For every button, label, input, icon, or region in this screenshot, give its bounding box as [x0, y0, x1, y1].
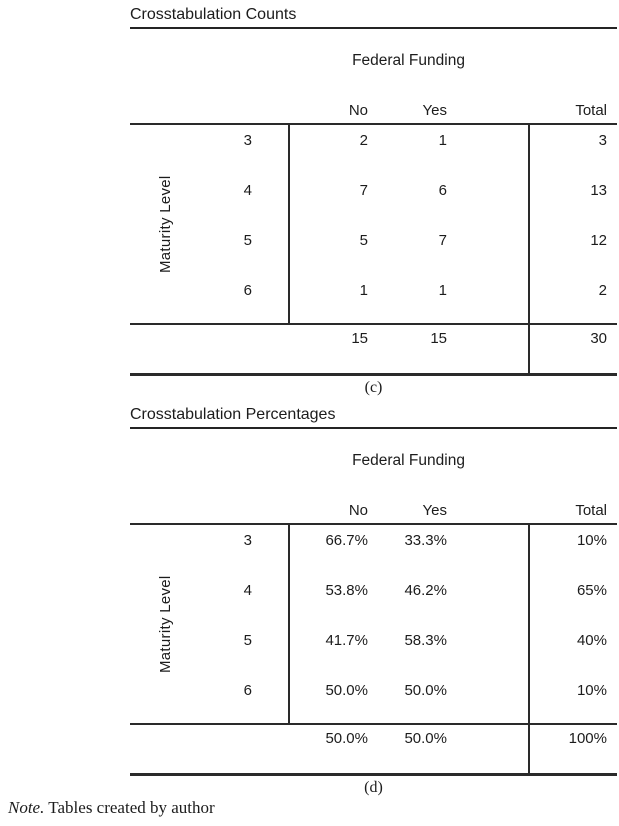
cell-yes: 58.3%	[404, 632, 447, 649]
note-text: Tables created by author	[44, 798, 215, 817]
table-row	[0, 675, 619, 725]
cell-total: 10%	[576, 532, 607, 549]
column-header-total: Total	[575, 102, 607, 119]
total-yes: 50.0%	[404, 730, 447, 747]
table-title: Crosstabulation Counts	[130, 5, 617, 29]
table-title: Crosstabulation Percentages	[130, 405, 617, 429]
table-caption: (c)	[364, 379, 383, 396]
cell-yes: 1	[438, 132, 447, 149]
grand-total: 100%	[568, 730, 607, 747]
table-row	[0, 525, 619, 575]
cell-total: 3	[598, 132, 607, 149]
note-lead: Note.	[8, 798, 45, 817]
cell-no: 50.0%	[325, 682, 368, 699]
total-no: 15	[351, 330, 368, 347]
table-row	[0, 275, 619, 325]
column-group-header: Federal Funding	[352, 452, 465, 469]
column-header-yes: Yes	[422, 502, 447, 519]
column-header-no: No	[348, 102, 368, 119]
percentages-table	[0, 400, 619, 800]
cell-total: 40%	[576, 632, 607, 649]
table-row	[0, 625, 619, 675]
cell-no: 41.7%	[325, 632, 368, 649]
cell-total: 10%	[576, 682, 607, 699]
grand-total: 30	[590, 330, 607, 347]
table-caption: (d)	[364, 779, 383, 796]
row-label: 3	[243, 532, 252, 549]
counts-table	[0, 0, 619, 400]
cell-yes: 1	[438, 282, 447, 299]
cell-yes: 50.0%	[404, 682, 447, 699]
total-yes: 15	[430, 330, 447, 347]
cell-no: 2	[359, 132, 368, 149]
row-label: 6	[243, 282, 252, 299]
totals-rule	[130, 723, 617, 725]
totals-row	[0, 326, 619, 376]
row-label: 3	[243, 132, 252, 149]
author-note	[8, 798, 215, 818]
totals-row	[0, 726, 619, 776]
row-label: 4	[243, 582, 252, 599]
cell-total: 12	[590, 232, 607, 249]
cell-no: 53.8%	[325, 582, 368, 599]
table-row	[0, 225, 619, 275]
cell-total: 2	[598, 282, 607, 299]
cell-total: 65%	[576, 582, 607, 599]
row-label: 5	[243, 232, 252, 249]
cell-no: 5	[359, 232, 368, 249]
table-row	[0, 125, 619, 175]
bottom-rule	[130, 773, 617, 776]
cell-yes: 33.3%	[404, 532, 447, 549]
total-no: 50.0%	[325, 730, 368, 747]
column-header-total: Total	[575, 502, 607, 519]
column-header-no: No	[348, 502, 368, 519]
row-axis-label: Maturity Level	[157, 175, 174, 273]
totals-rule	[130, 323, 617, 325]
column-group-header: Federal Funding	[352, 52, 465, 69]
row-axis-label: Maturity Level	[157, 575, 174, 673]
row-label: 5	[243, 632, 252, 649]
cell-yes: 7	[438, 232, 447, 249]
column-header-yes: Yes	[422, 102, 447, 119]
table-row	[0, 175, 619, 225]
cell-no: 66.7%	[325, 532, 368, 549]
cell-yes: 6	[438, 182, 447, 199]
bottom-rule	[130, 373, 617, 376]
cell-total: 13	[590, 182, 607, 199]
cell-yes: 46.2%	[404, 582, 447, 599]
cell-no: 7	[359, 182, 368, 199]
row-label: 4	[243, 182, 252, 199]
table-row	[0, 575, 619, 625]
cell-no: 1	[359, 282, 368, 299]
row-label: 6	[243, 682, 252, 699]
